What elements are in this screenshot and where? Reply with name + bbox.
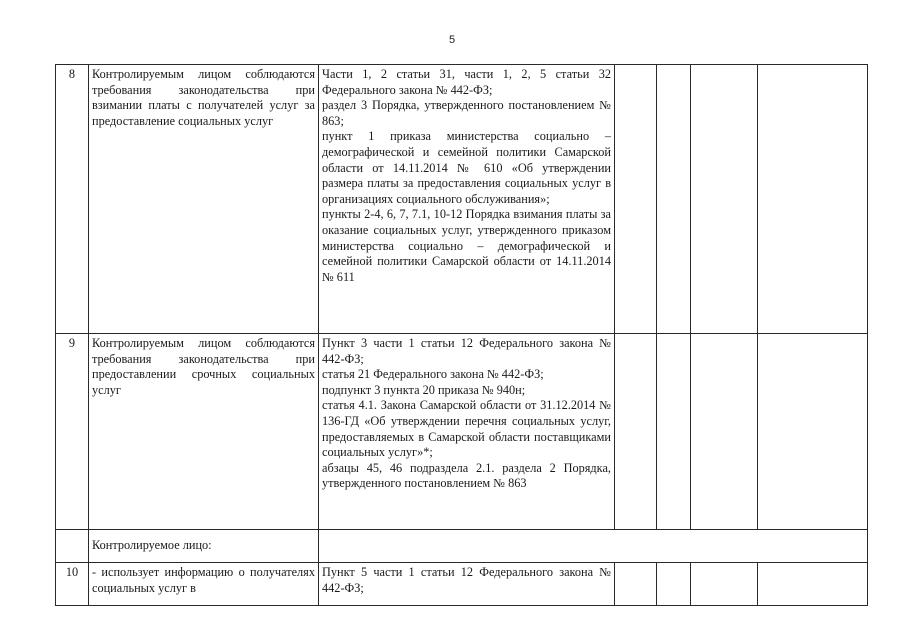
row-number: 9 [56, 334, 89, 530]
legal-basis-item: Пункт 5 части 1 статьи 12 Федерального закона № 442-ФЗ; [322, 565, 611, 595]
comment-cell[interactable] [758, 334, 868, 530]
legal-basis-item: абзацы 45, 46 подраздела 2.1. раздела 2 Порядка, утвержденного постановлением № 863 [322, 460, 611, 491]
legal-basis [319, 334, 615, 530]
legal-basis [319, 563, 615, 606]
requirement-text: Контролируемым лицом соблюдаются требования законодательства при взимании платы с получателей услуг за предоставление социальных услуг [89, 65, 319, 334]
legal-basis-item: статья 4.1. Закона Самарской области от 31.12.2014 № 136-ГД «Об утверждении перечня социальных услуг, предоставляемых в Самарской области поставщиками социальных услуг»*; [322, 398, 611, 460]
answer-yes-cell[interactable] [615, 563, 657, 606]
section-header: Контролируемое лицо: [89, 530, 319, 563]
legal-basis-item: пункты 2-4, 6, 7, 7.1, 10-12 Порядка взимания платы за оказание социальных услуг, утвержденного приказом министерства социально – демографической и семейной политики Самарской области от 14.11.2014 № 611 [322, 207, 611, 284]
table-row [56, 334, 868, 530]
legal-basis-item: Пункт 3 части 1 статьи 12 Федерального закона № 442-ФЗ; [322, 336, 611, 366]
checklist-table [55, 64, 868, 606]
answer-na-cell[interactable] [691, 563, 758, 606]
answer-no-cell[interactable] [657, 65, 691, 334]
comment-cell[interactable] [758, 563, 868, 606]
page-number: 5 [448, 34, 456, 46]
legal-basis-item: пункт 1 приказа министерства социально – демографической и семейной политики Самарской области от 14.11.2014 № 610 «Об утверждении размера платы за предоставления социальных услуг в организациях социального обслуживания»; [322, 129, 611, 206]
row-number: 8 [56, 65, 89, 334]
table-row [56, 65, 868, 334]
answer-no-cell[interactable] [657, 563, 691, 606]
requirement-text: Контролируемым лицом соблюдаются требования законодательства при предоставлении срочных социальных услуг [89, 334, 319, 530]
answer-na-cell[interactable] [691, 334, 758, 530]
legal-basis-item: статья 21 Федерального закона № 442-ФЗ; [322, 367, 544, 382]
answer-no-cell[interactable] [657, 334, 691, 530]
section-header-row [56, 530, 868, 563]
requirement-text: - использует информацию о получателях социальных услуг в [89, 563, 319, 606]
comment-cell[interactable] [758, 65, 868, 334]
legal-basis-item: подпункт 3 пункта 20 приказа № 940н; [322, 382, 526, 397]
answer-na-cell[interactable] [691, 65, 758, 334]
answer-yes-cell[interactable] [615, 65, 657, 334]
row-number: 10 [56, 563, 89, 606]
legal-basis-item: раздел 3 Порядка, утвержденного постановлением № 863; [322, 98, 611, 128]
legal-basis [319, 65, 615, 334]
legal-basis-item: Части 1, 2 статьи 31, части 1, 2, 5 статьи 32 Федерального закона № 442-ФЗ; [322, 67, 611, 97]
table-row [56, 563, 868, 606]
row-number-empty [56, 530, 89, 563]
answer-yes-cell[interactable] [615, 334, 657, 530]
section-header-filler [319, 530, 868, 563]
